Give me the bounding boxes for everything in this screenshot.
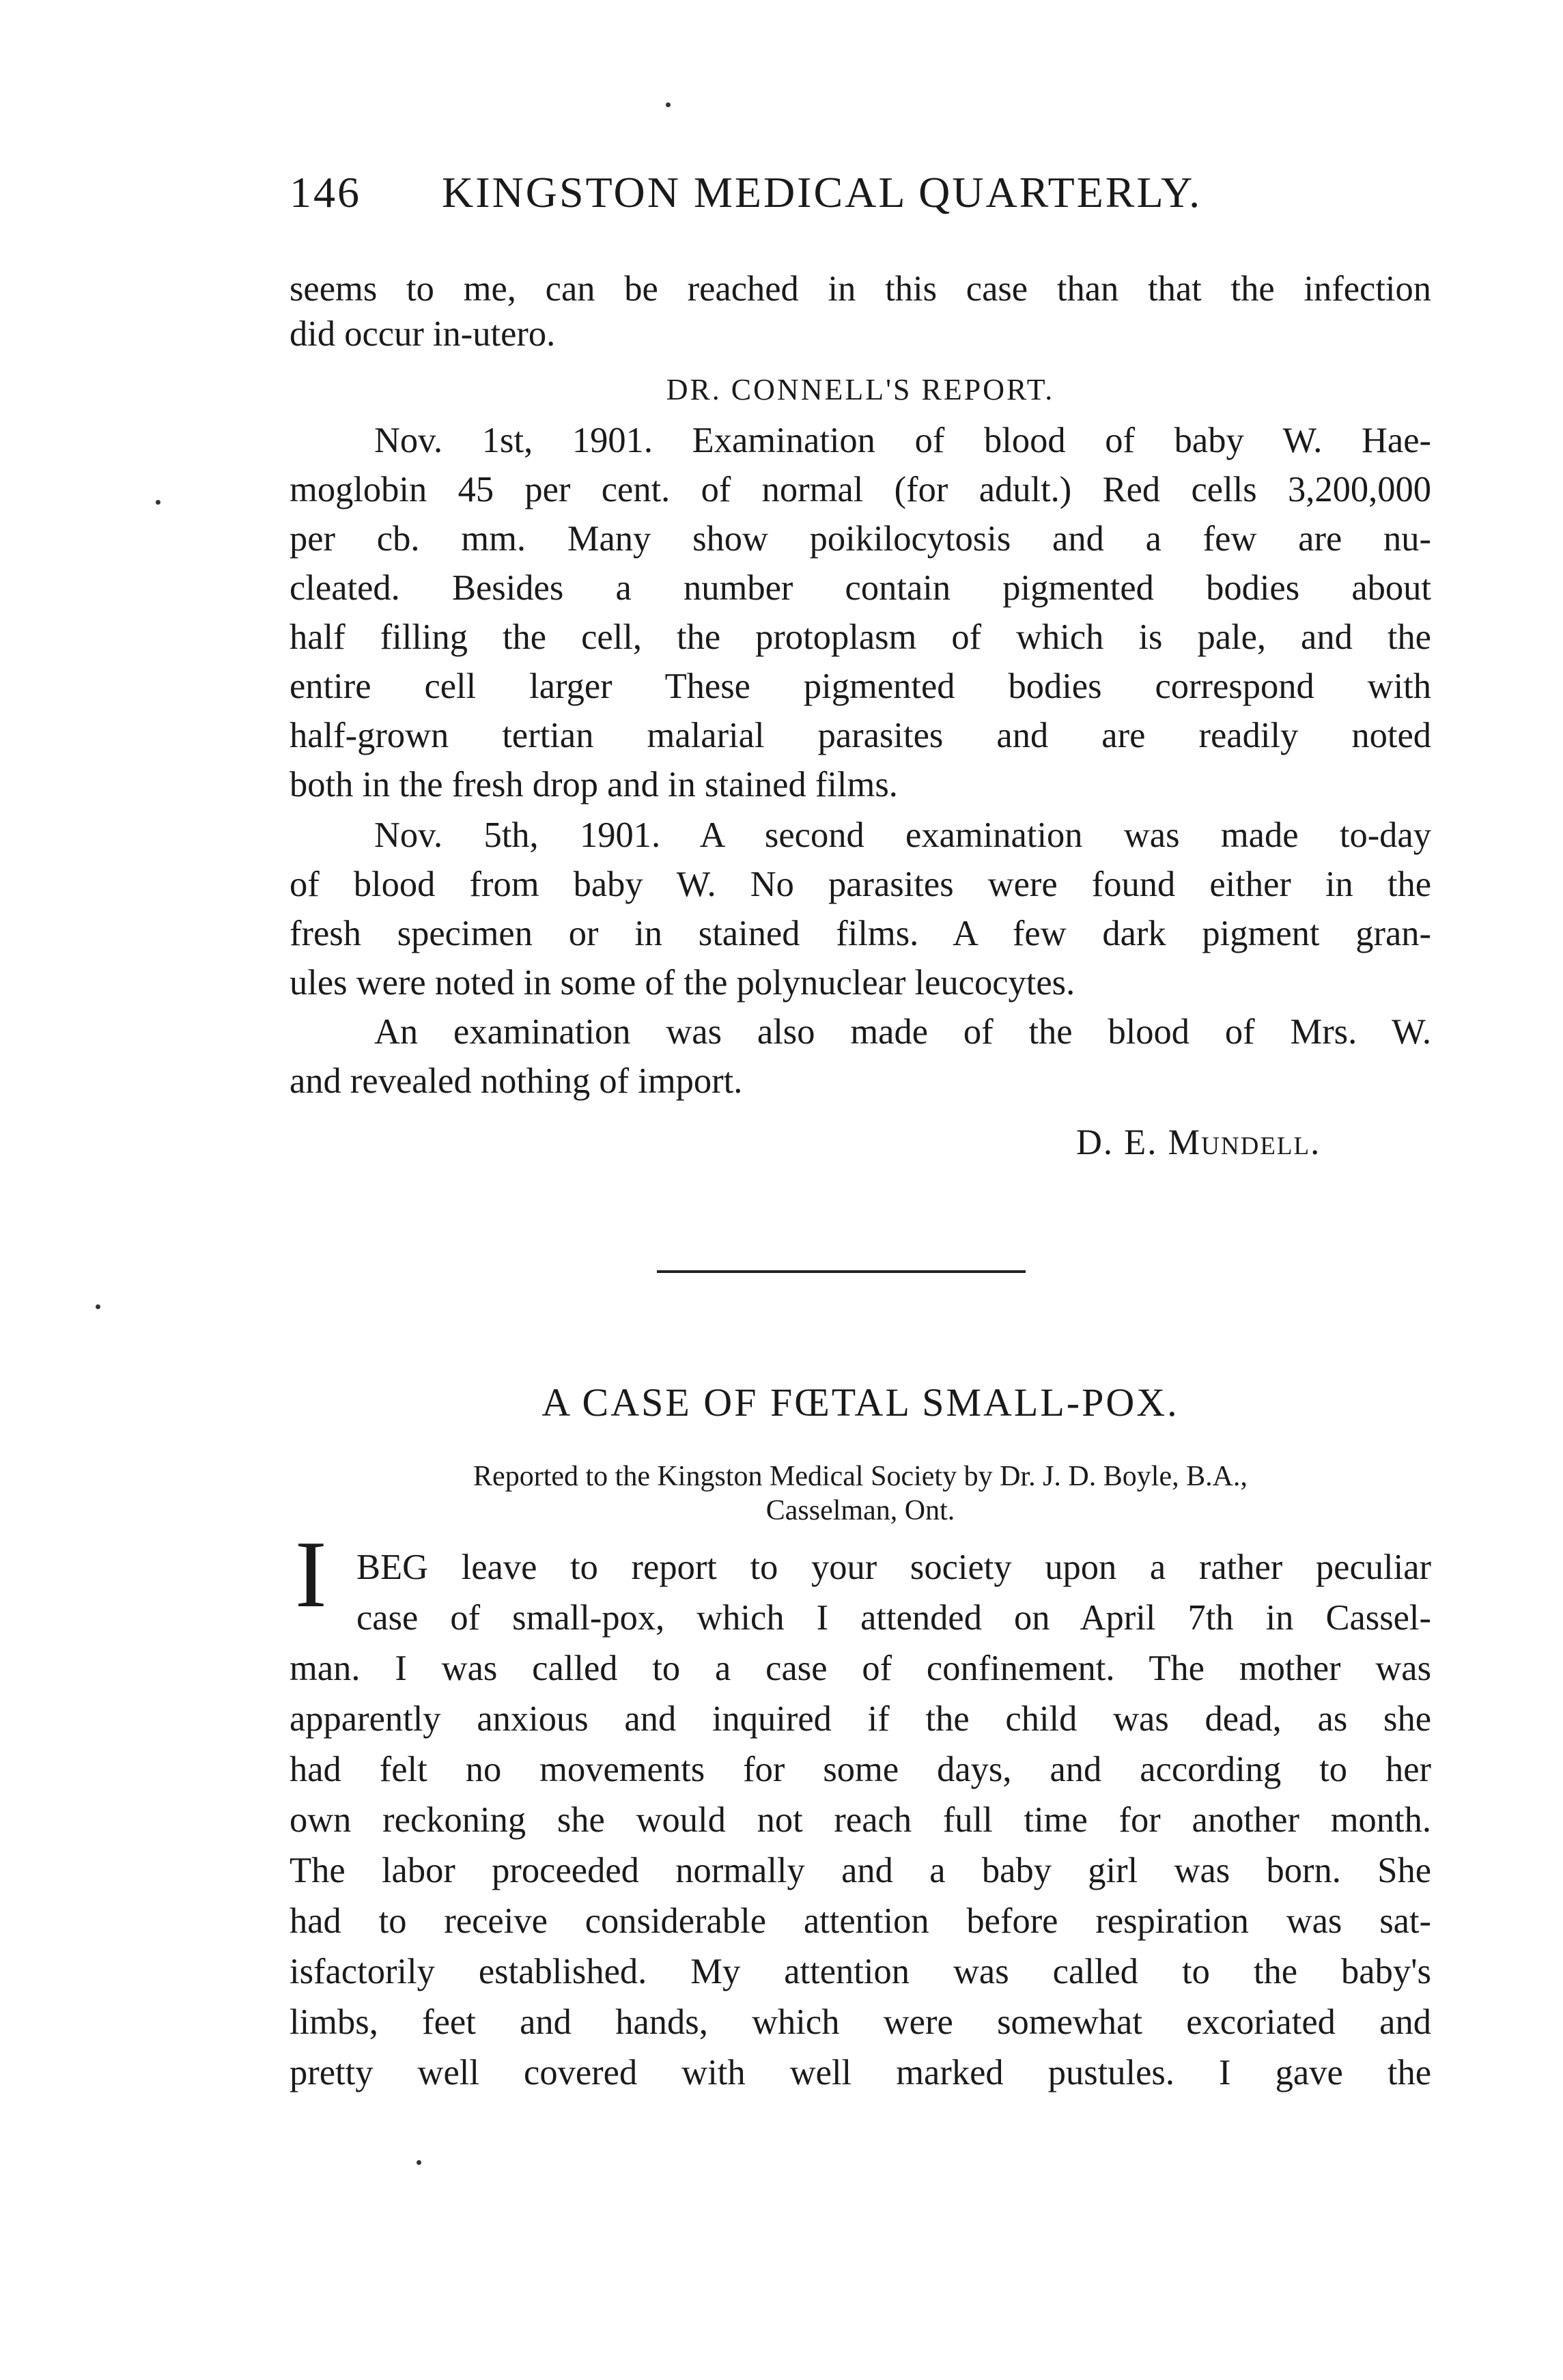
scan-speck [666,102,671,107]
scan-speck [417,2160,421,2165]
page-number: 146 [290,168,361,216]
body-line: did occur in-utero. [290,314,556,354]
report-heading: DR. CONNELL'S REPORT. [666,373,1055,406]
report-line: ules were noted in some of the polynuclear leucocytes. [290,963,1075,1003]
report-line: both in the fresh drop and in stained films. [290,765,898,804]
article-line: limbs, feet and hands, which were somewhat excoriated and [290,2002,1431,2042]
report-line: fresh specimen or in stained films. A few dark pigment gran- [290,914,1431,953]
report-line: moglobin 45 per cent. of normal (for adult.) Red cells 3,200,000 [290,470,1431,509]
article-line: BEG leave to report to your society upon a rather peculiar [356,1548,1431,1587]
journal-title: KINGSTON MEDICAL QUARTERLY. [442,168,1202,216]
report-line: Nov. 1st, 1901. Examination of blood of baby W. Hae- [374,421,1431,460]
running-head [290,167,1431,222]
scan-speck [96,1304,100,1309]
body-line: seems to me, can be reached in this case than that the infection [290,269,1431,309]
article-line: own reckoning she would not reach full time for another month. [290,1800,1431,1840]
article-line: case of small-pox, which I attended on April 7th in Cassel- [356,1598,1431,1638]
report-line: half filling the cell, the protoplasm of which is pale, and the [290,617,1431,657]
article-line: had felt no movements for some days, and according to her [290,1750,1431,1789]
article-byline-location: Casselman, Ont. [765,1495,955,1526]
article-line: isfactorily established. My attention was called to the baby's [290,1952,1431,1991]
report-line: cleated. Besides a number contain pigmented bodies about [290,568,1431,608]
drop-cap: I [295,1522,327,1627]
report-line: per cb. mm. Many show poikilocytosis and a few are nu- [290,519,1431,559]
article-line: The labor proceeded normally and a baby girl was born. She [290,1851,1431,1890]
report-line: An examination was also made of the blood of Mrs. W. [374,1012,1431,1052]
section-divider [657,1270,1026,1273]
article-line: had to receive considerable attention before respiration was sat- [290,1901,1431,1941]
report-line: half-grown tertian malarial parasites and are readily noted [290,716,1431,755]
article-byline: Reported to the Kingston Medical Society by Dr. J. D. Boyle, B.A., [473,1461,1248,1492]
scan-speck [156,500,160,505]
article-line: pretty well covered with well marked pustules. I gave the [290,2053,1431,2092]
report-line: and revealed nothing of import. [290,1061,743,1101]
report-line: Nov. 5th, 1901. A second examination was made to-day [374,815,1431,855]
article-line: man. I was called to a case of confinement. The mother was [290,1649,1431,1688]
article-line: apparently anxious and inquired if the child was dead, as she [290,1699,1431,1739]
signature: D. E. Mundell. [1076,1123,1321,1162]
report-line: of blood from baby W. No parasites were found either in the [290,865,1431,904]
report-line: entire cell larger These pigmented bodies correspond with [290,667,1431,706]
article-title: A CASE OF FŒTAL SMALL-POX. [541,1380,1179,1425]
